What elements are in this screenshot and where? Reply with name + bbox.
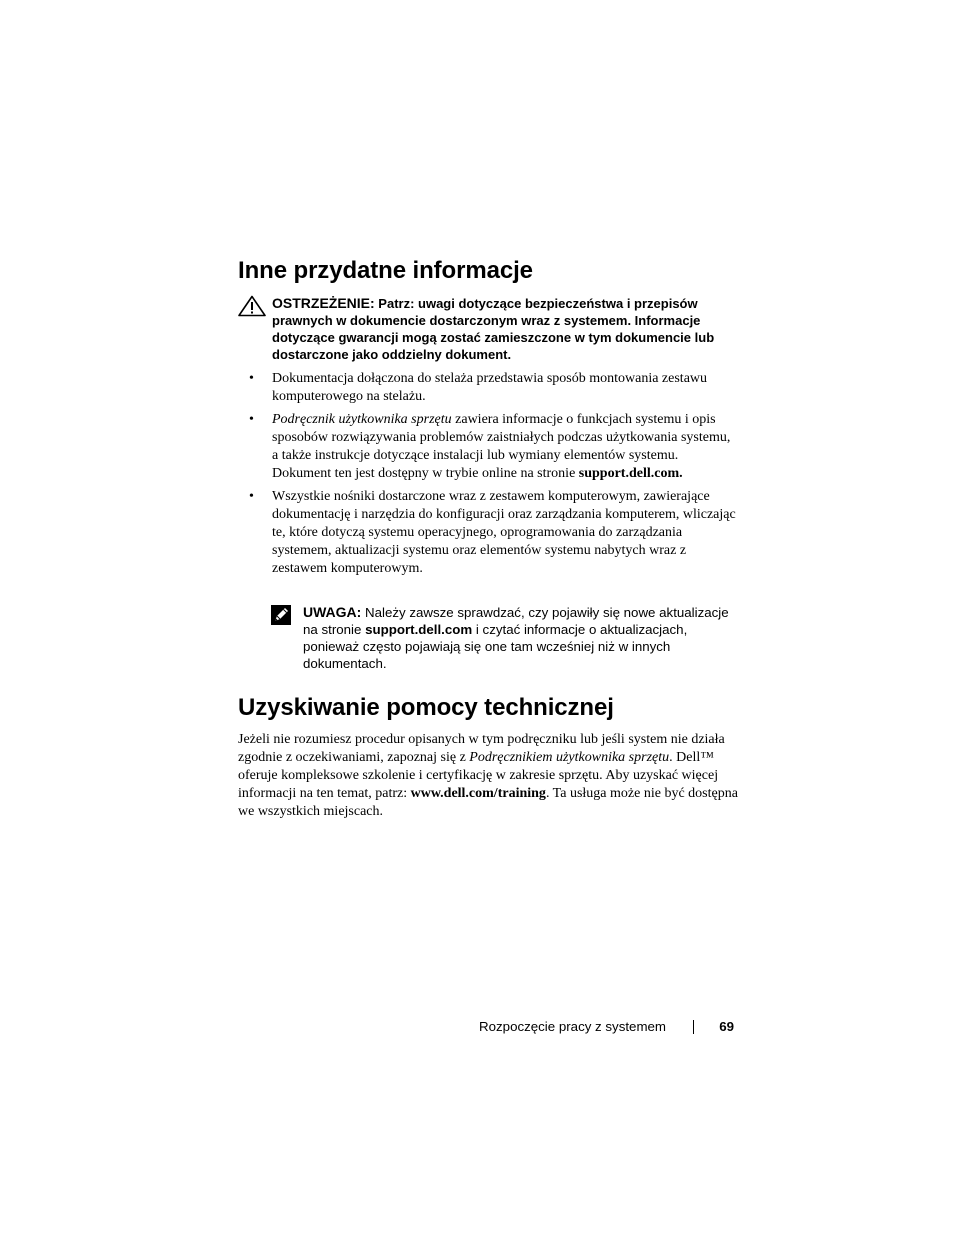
training-link[interactable]: www.dell.com/training: [410, 786, 546, 801]
manual-title: Podręcznik użytkownika sprzętu: [272, 412, 452, 427]
section-heading: Uzyskiwanie pomocy technicznej: [238, 694, 614, 721]
footer-title: Rozpoczęcie pracy z systemem: [479, 1019, 666, 1034]
page-footer: [460, 1019, 740, 1037]
list-item: [238, 488, 738, 578]
support-link[interactable]: support.dell.com: [365, 622, 473, 637]
pencil-note-icon: [271, 605, 291, 625]
note-box: [271, 604, 741, 672]
note-text: Należy zawsze sprawdzać, czy pojawiły się nowe aktualizacje na stronie: [303, 605, 729, 637]
paragraph-text: Jeżeli nie rozumiesz procedur opisanych w tym podręczniku lub jeśli system nie działa zgodnie z oczekiwaniami, zapoznaj się z: [238, 732, 725, 765]
support-link[interactable]: support.dell.com.: [578, 466, 683, 481]
note-label: UWAGA:: [303, 604, 362, 620]
list-item-text: Wszystkie nośniki dostarczone wraz z zestawem komputerowym, zawierające dokumentację i narzędzia do konfiguracji oraz zarządzania komputerem, wliczając te, które dotyczą systemu operacyjnego, oprogramowania do zarządzania systemem, aktualizacji systemu oraz elementów systemu nabytych wraz z zestawem komputerowym.: [272, 489, 736, 576]
bullet-icon: •: [249, 412, 254, 427]
list-item: [238, 411, 738, 483]
list-item: [238, 370, 738, 406]
note-text: i czytać informacje o aktualizacjach, ponieważ często pojawiają się one tam wcześniej niż w innych dokumentach.: [303, 622, 688, 671]
section-heading: Inne przydatne informacje: [238, 257, 533, 284]
warning-triangle-icon: [238, 295, 266, 317]
warning-box: [238, 295, 738, 363]
manual-title: Podręcznikiem użytkownika sprzętu: [469, 750, 670, 765]
list-item-text: Dokumentacja dołączona do stelaża przedstawia sposób montowania zestawu komputerowego na stelażu.: [272, 371, 708, 404]
info-list: [238, 370, 738, 583]
body-paragraph: [238, 731, 738, 821]
warning-label: OSTRZEŻENIE:: [272, 295, 375, 311]
paragraph-text: . Dell™ oferuje kompleksowe szkolenie i certyfikację w zakresie sprzętu. Aby uzyskać więcej informacji na ten temat, patrz:: [238, 750, 719, 801]
list-item-text: zawiera informacje o funkcjach systemu i opis sposobów rozwiązywania problemów zaistniałych podczas użytkowania systemu, a także instrukcje dotyczące instalacji lub wymiany elementów systemu. Dokument ten jest dostępny w trybie online na stronie: [272, 412, 731, 481]
bullet-icon: •: [249, 371, 254, 386]
paragraph-text: . Ta usługa może nie być dostępna we wszystkich miejscach.: [238, 786, 738, 819]
bullet-icon: •: [249, 489, 254, 504]
page-number: 69: [719, 1019, 734, 1034]
warning-text: Patrz: uwagi dotyczące bezpieczeństwa i przepisów prawnych w dokumencie dostarczonym wraz z systemem. Informacje dotyczące gwarancji mogą zostać zamieszczone w tym dokumencie lub dostarczone jako oddzielny dokument.: [272, 296, 715, 362]
footer-divider: [693, 1020, 694, 1034]
